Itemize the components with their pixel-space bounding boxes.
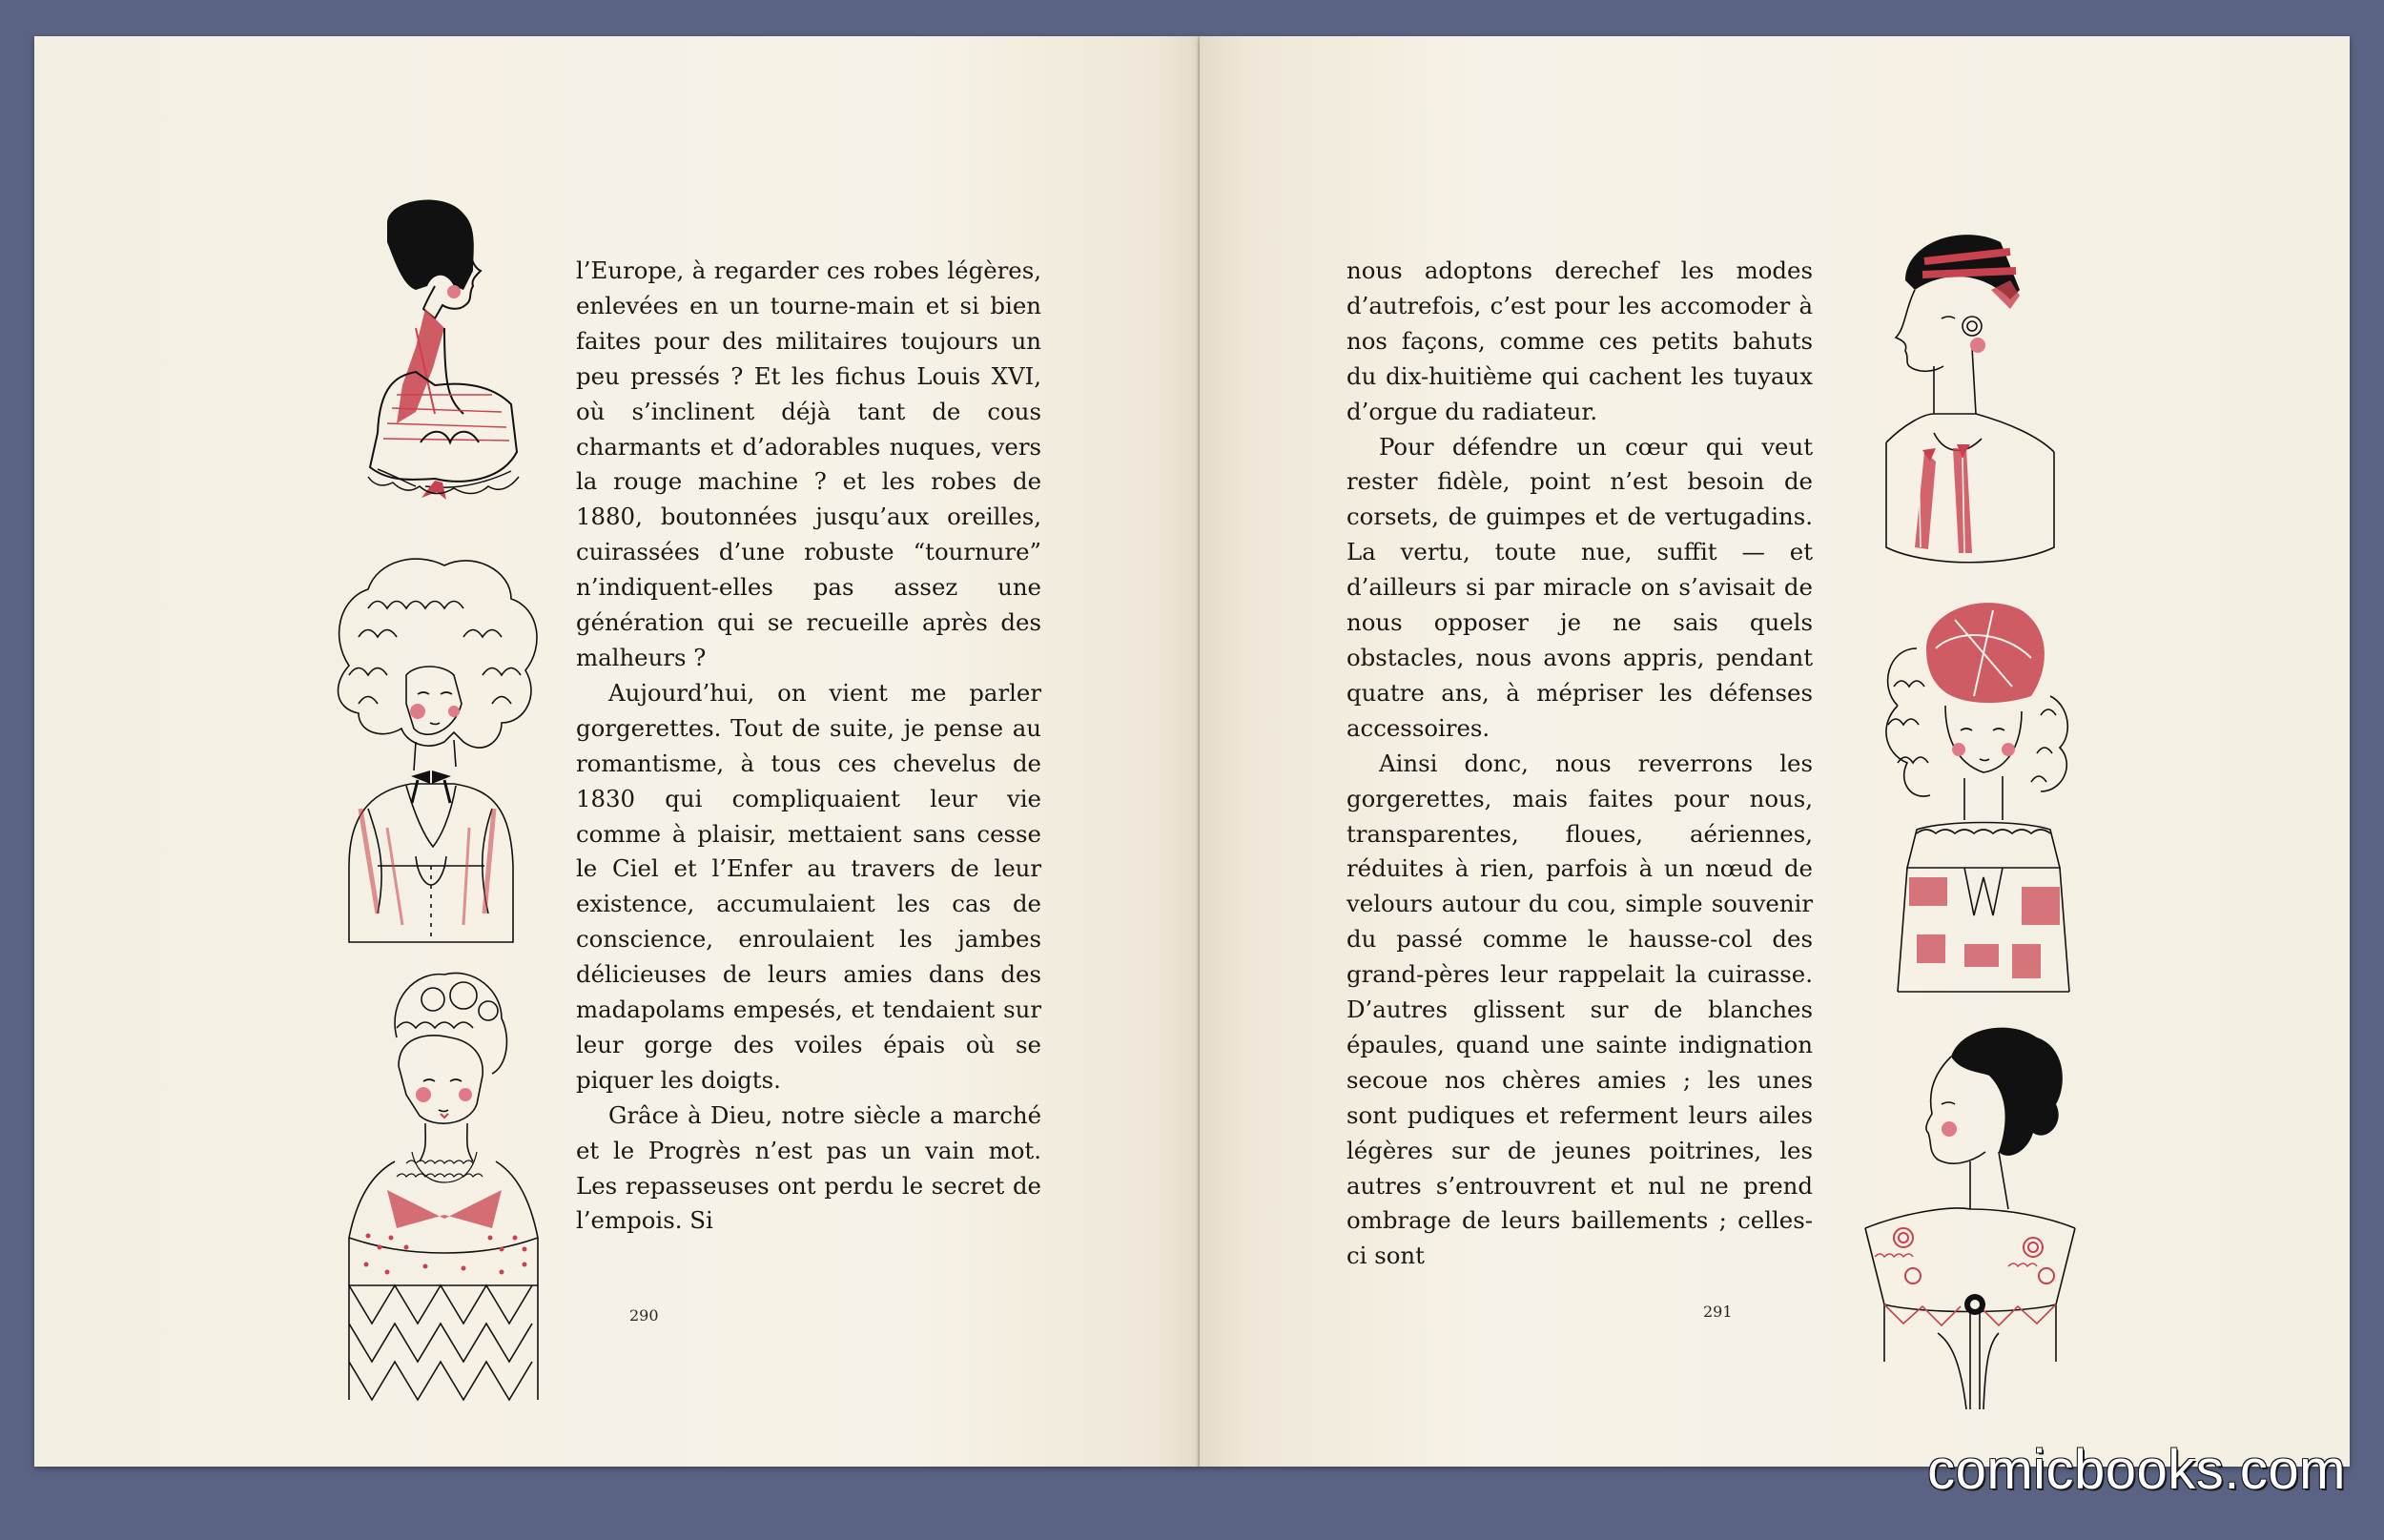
page-number-left: 290	[629, 1306, 659, 1324]
book-spread	[34, 36, 2350, 1467]
paragraph: nous adoptons derechef les modes d’autrefois, c’est pour les accomoder à nos façons, comme ces petits bahuts du dix-huitième qui cachent les tuyaux d’orgue du radiateur.	[1346, 257, 1813, 425]
paragraph: l’Europe, à regarder ces robes légères, enlevées en un tourne-main et si bien faites pour des militaires toujours un peu pressés ? Et les fichus Louis XVI, où s’inclinent déjà tant de cous charmants et d’adorables nuques, vers la rouge machine ? et les robes de 1880, boutonnées jusqu’aux oreilles, cuirassées d’une robuste “tournure” n’indiquent-elles pas assez une génération qui se recueille après des malheurs ?	[576, 257, 1041, 671]
watermark: comicbooks.com	[1927, 1439, 2346, 1501]
left-page	[34, 36, 1200, 1467]
left-page-text	[576, 254, 1041, 1239]
right-page	[1200, 36, 2350, 1467]
illustration-woman-pink-turban-curls	[1860, 591, 2098, 1011]
illustration-woman-black-hair-red-scarf	[320, 195, 549, 538]
paragraph: Ainsi donc, nous reverrons les gorgerettes, mais faites pour nous, transparentes, floues, aériennes, réduites à rien, parfois à un nœud de velours autour du cou, simple souvenir du passé comme le hausse-col des grand-pères leur rappelait la cuirasse. D’autres glissent sur de blanches épaules, quand une sainte indignation secoue nos chères amies ; les unes sont pudiques et referment leurs ailes légères sur de jeunes poitrines, les autres s’entrouvrent et nul ne prend ombrage de leurs baillements ; celles-ci sont	[1346, 749, 1813, 1270]
illustration-woman-curly-hair-black-ribbon	[311, 551, 559, 952]
right-page-text	[1346, 254, 1813, 1274]
page-number-right: 291	[1703, 1303, 1733, 1321]
paragraph: Grâce à Dieu, notre siècle a marché et le Progrès n’est pas un vain mot. Les repasseuses ont perdu le secret de l’empois. Si	[576, 1100, 1041, 1235]
paragraph: Aujourd’hui, on vient me parler gorgerettes. Tout de suite, je pense au romantisme, à tous ces chevelus de 1830 qui compliquaient leur vie comme à plaisir, mettaient sans cesse le Ciel et l’Enfer au travers de leur existence, accumulaient les cas de conscience, enroulaient les jambes délicieuses de leurs amies dans des madapolams empesés, et tendaient sur leur gorge des voiles épais où se piquer les doigts.	[576, 678, 1041, 1094]
paragraph: Pour défendre un cœur qui veut rester fidèle, point n’est besoin de corsets, de guimpes et de vertugadins. La vertu, toute nue, suffit — et d’ailleurs si par miracle on s’avisait de nous opposer je ne sais quels obstacles, nous avons appris, pendant quatre ans, à mépriser les défenses accessoires.	[1346, 432, 1813, 742]
illustration-woman-black-wavy-hair-cameo	[1846, 1018, 2094, 1419]
illustration-woman-lace-collar-diamond-skirt	[320, 961, 568, 1409]
illustration-woman-striped-headscarf	[1867, 223, 2077, 585]
